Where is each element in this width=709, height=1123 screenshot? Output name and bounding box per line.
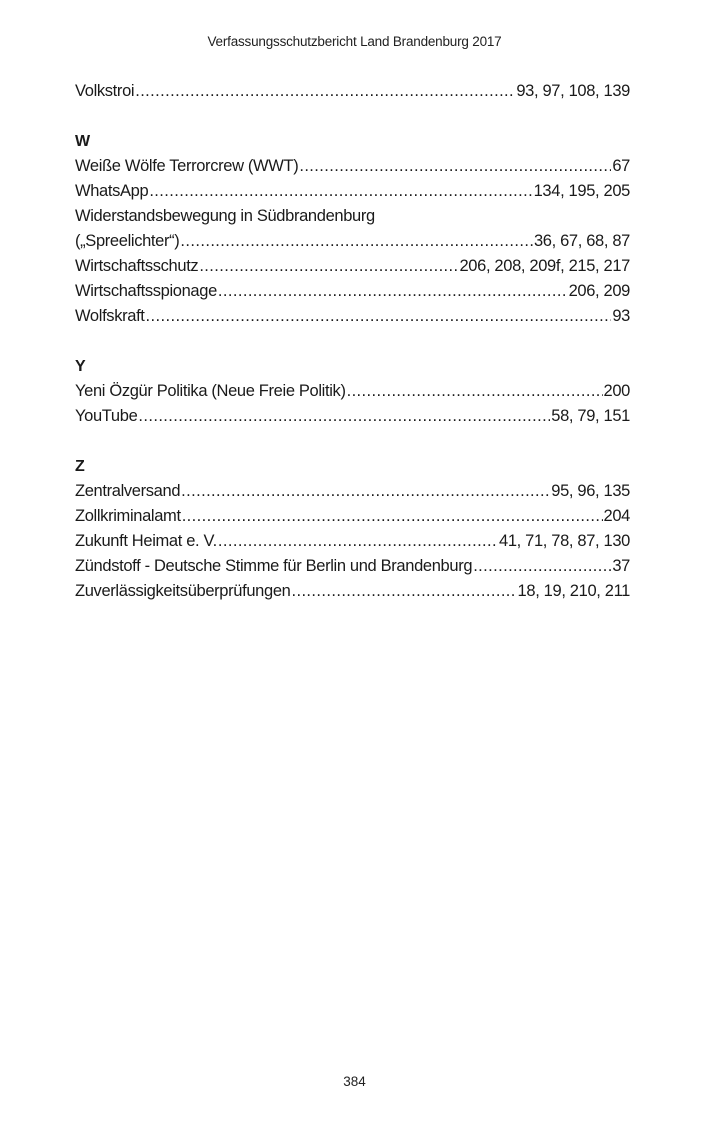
dot-leader (149, 179, 532, 204)
entry-pages: 206, 209 (568, 282, 630, 300)
index-entry (75, 229, 630, 254)
entry-pages: 206, 208, 209f, 215, 217 (459, 257, 630, 275)
entry-term: Zündstoff - Deutsche Stimme für Berlin und Brandenburg (75, 557, 473, 575)
dot-leader (138, 404, 550, 429)
entry-term: Zentralversand (75, 482, 181, 500)
index-entry (75, 179, 630, 204)
entry-pages: 36, 67, 68, 87 (533, 232, 630, 250)
section-letter: Y (75, 358, 86, 375)
entry-term: Wirtschaftsschutz (75, 257, 199, 275)
entry-term: Wirtschaftsspionage (75, 282, 217, 300)
index-section-y (75, 354, 630, 429)
running-header: Verfassungsschutzbericht Land Brandenburg 2017 (207, 34, 502, 49)
index-section-z (75, 454, 630, 604)
dot-leader (218, 279, 568, 304)
entry-term: YouTube (75, 407, 138, 425)
entry-pages: 37 (612, 557, 630, 575)
index-entry (75, 379, 630, 404)
dot-leader (182, 504, 603, 529)
dot-leader (135, 79, 515, 104)
dot-leader (199, 254, 458, 279)
index-entry (75, 504, 630, 529)
index-body (75, 79, 630, 629)
section-letter: W (75, 133, 91, 150)
entry-term: Yeni Özgür Politika (Neue Freie Politik) (75, 382, 346, 400)
dot-leader (146, 304, 612, 329)
index-section-w (75, 129, 630, 329)
entry-pages: 67 (612, 157, 630, 175)
entry-pages: 95, 96, 135 (551, 482, 630, 500)
index-entry (75, 279, 630, 304)
section-letter: Z (75, 458, 85, 475)
page-number: 384 (343, 1074, 366, 1089)
index-entry (75, 254, 630, 279)
entry-term-first-line: Widerstandsbewegung in Südbrandenburg (75, 207, 375, 225)
entry-pages: 204 (603, 507, 630, 525)
dot-leader (473, 554, 611, 579)
entry-pages: 58, 79, 151 (551, 407, 630, 425)
entry-term: WhatsApp (75, 182, 149, 200)
entry-term: Weiße Wölfe Terrorcrew (WWT) (75, 157, 299, 175)
dot-leader (218, 529, 498, 554)
index-entry (75, 529, 630, 554)
entry-pages: 18, 19, 210, 211 (517, 582, 630, 600)
index-section-v (75, 79, 630, 104)
index-entry (75, 404, 630, 429)
dot-leader (180, 229, 533, 254)
entry-pages: 93, 97, 108, 139 (516, 82, 630, 100)
entry-pages: 93 (612, 307, 630, 325)
entry-term: Wolfskraft (75, 307, 145, 325)
dot-leader (299, 154, 611, 179)
entry-term: Volkstroi (75, 82, 135, 100)
entry-term: („Spreelichter“) (75, 232, 180, 250)
index-entry (75, 579, 630, 604)
entry-pages: 41, 71, 78, 87, 130 (499, 532, 630, 550)
entry-term: Zollkriminalamt (75, 507, 181, 525)
dot-leader (181, 479, 550, 504)
index-entry (75, 554, 630, 579)
entry-pages: 200 (603, 382, 630, 400)
dot-leader (347, 379, 603, 404)
index-entry (75, 479, 630, 504)
index-entry (75, 304, 630, 329)
index-entry (75, 79, 630, 104)
entry-term: Zuverlässigkeitsüberprüfungen (75, 582, 291, 600)
index-entry (75, 154, 630, 179)
entry-term: Zukunft Heimat e. V. (75, 532, 217, 550)
dot-leader (291, 579, 516, 604)
entry-pages: 134, 195, 205 (533, 182, 630, 200)
